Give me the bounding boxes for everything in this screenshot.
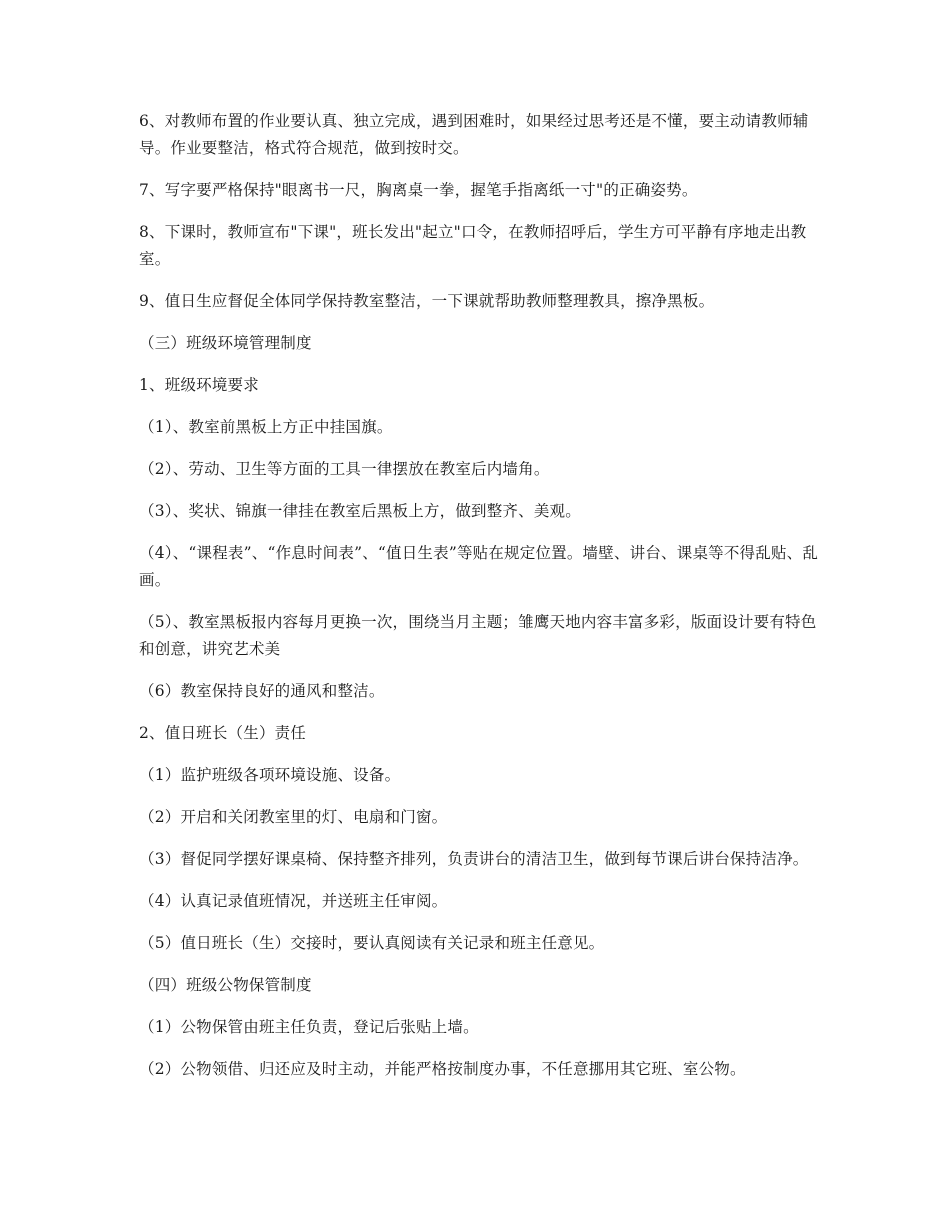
document-body [139,108,819,1098]
paragraph-item-9: 9、值日生应督促全体同学保持教室整洁，一下课就帮助教师整理教具，擦净黑板。 [139,292,715,310]
paragraph-item-6: 6、对教师布置的作业要认真、独立完成，遇到困难时，如果经过思考还是不懂，要主动请教师辅导。作业要整洁，格式符合规范，做到按时交。 [139,112,809,157]
requirement-item-4: （4）、“课程表”、“作息时间表”、“值日生表”等贴在规定位置。墙壁、讲台、课桌等不得乱贴、乱画。 [139,544,819,589]
duty-item-2: （2）开启和关闭教室里的灯、电扇和门窗。 [139,808,448,826]
duty-item-3: （3）督促同学摆好课桌椅、保持整齐排列，负责讲台的清洁卫生，做到每节课后讲台保持洁净。 [139,850,809,868]
subsection-heading-environment-requirements: 1、班级环境要求 [139,376,259,394]
section-heading-public-property: （四）班级公物保管制度 [139,976,312,994]
requirement-item-6: （6）教室保持良好的通风和整洁。 [139,682,385,700]
property-item-1: （1）公物保管由班主任负责，登记后张贴上墙。 [139,1018,479,1036]
requirement-item-3: （3）、奖状、锦旗一律挂在教室后黑板上方，做到整齐、美观。 [139,502,581,520]
duty-item-1: （1）监护班级各项环境设施、设备。 [139,766,401,784]
requirement-item-2: （2）、劳动、卫生等方面的工具一律摆放在教室后内墙角。 [139,460,550,478]
duty-item-5: （5）值日班长（生）交接时，要认真阅读有关记录和班主任意见。 [139,934,605,952]
paragraph-item-7: 7、写字要严格保持"眼离书一尺，胸离桌一拳，握笔手指离纸一寸"的正确姿势。 [139,181,698,199]
requirement-item-5: （5）、教室黑板报内容每月更换一次，围绕当月主题；雏鹰天地内容丰富多彩，版面设计要有特色和创意，讲究艺术美 [139,613,817,658]
requirement-item-1: （1）、教室前黑板上方正中挂国旗。 [139,418,393,436]
duty-item-4: （4）认真记录值班情况，并送班主任审阅。 [139,892,448,910]
paragraph-item-8: 8、下课时，教师宣布"下课"，班长发出"起立"口令，在教师招呼后，学生方可平静有序地走出教室。 [139,223,807,268]
property-item-2: （2）公物领借、归还应及时主动，并能严格按制度办事，不任意挪用其它班、室公物。 [139,1060,746,1078]
section-heading-environment: （三）班级环境管理制度 [139,334,312,352]
subsection-heading-duty-monitor: 2、值日班长（生）责任 [139,724,307,742]
